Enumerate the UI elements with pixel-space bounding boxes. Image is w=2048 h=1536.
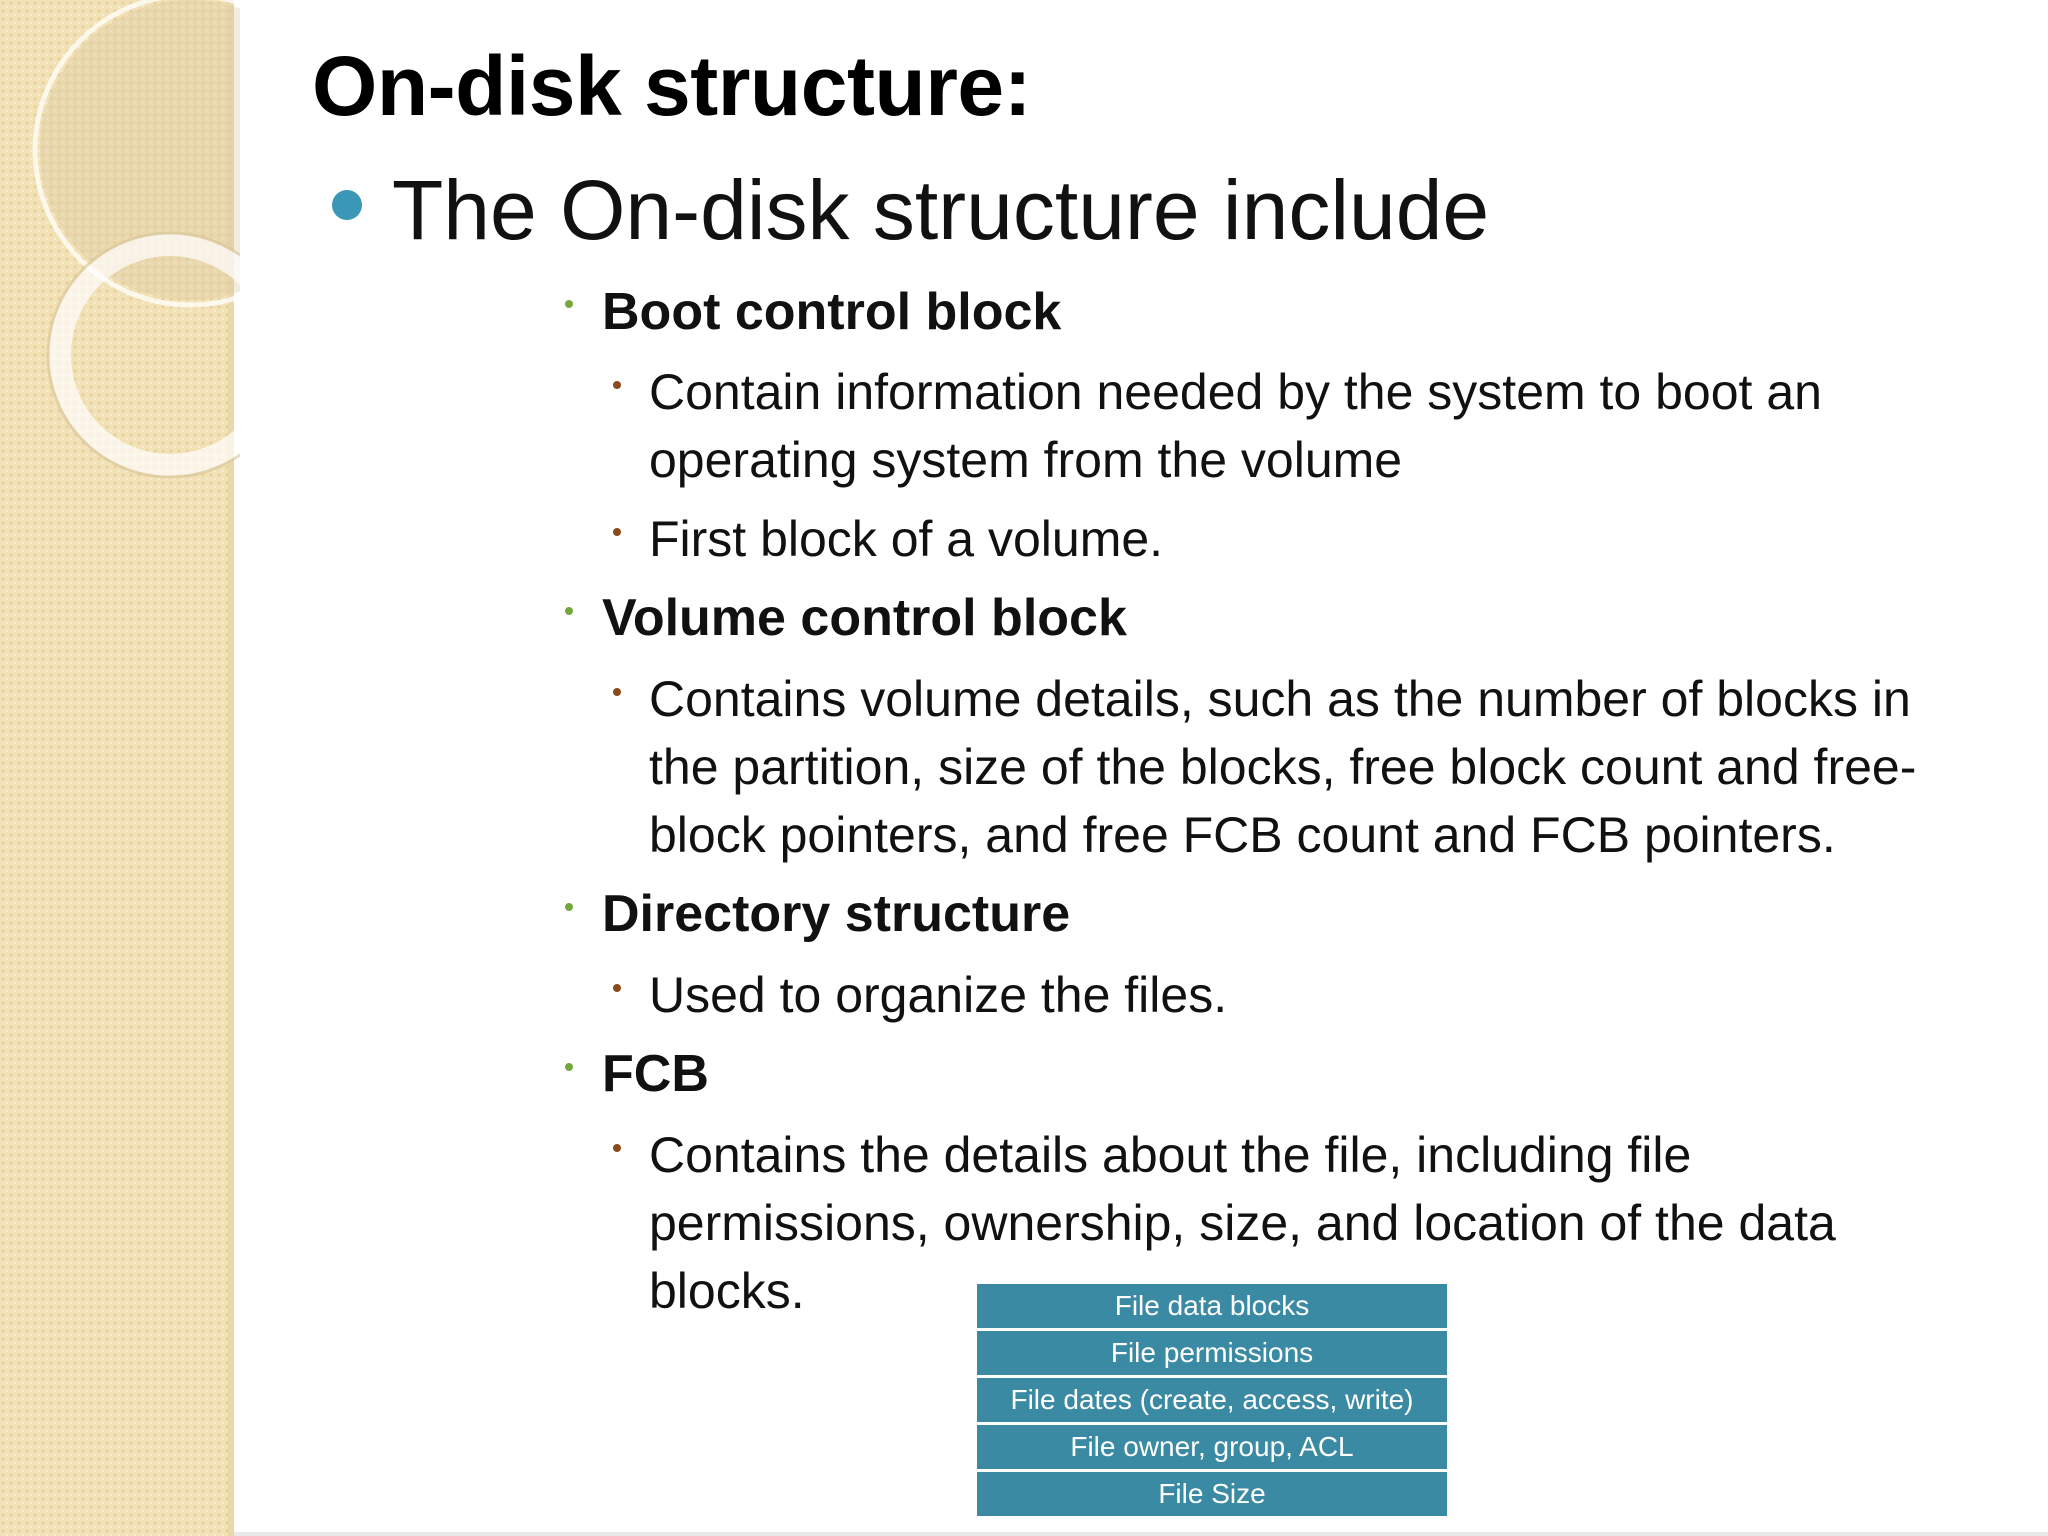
level1-bullet-icon bbox=[332, 190, 362, 220]
section-heading-boot: Boot control block bbox=[602, 283, 1062, 341]
bullet-icon bbox=[613, 688, 621, 696]
bullet-icon bbox=[565, 607, 573, 615]
slide-title: On-disk structure: bbox=[312, 39, 1032, 133]
decorative-rings bbox=[0, 0, 240, 520]
table-row bbox=[976, 1424, 1449, 1471]
bullet-icon bbox=[565, 903, 573, 911]
section-heading-directory: Directory structure bbox=[602, 885, 1071, 943]
fcb-table bbox=[974, 1281, 1450, 1519]
fcb-table-cell: File dates (create, access, write) bbox=[976, 1377, 1449, 1424]
boot-point-2: First block of a volume. bbox=[649, 511, 1164, 567]
fcb-table-cell: File owner, group, ACL bbox=[976, 1424, 1449, 1471]
bullet-icon bbox=[613, 1144, 621, 1152]
intro-text: The On-disk structure include bbox=[392, 163, 1490, 257]
fcb-table-cell: File permissions bbox=[976, 1330, 1449, 1377]
volume-point-line-1: Contains volume details, such as the number of blocks in bbox=[649, 671, 1911, 727]
section-heading-fcb: FCB bbox=[602, 1045, 709, 1103]
volume-point-line-3: block pointers, and free FCB count and FCB pointers. bbox=[649, 807, 1836, 863]
fcb-table-cell: File Size bbox=[976, 1471, 1449, 1518]
directory-point: Used to organize the files. bbox=[649, 967, 1228, 1023]
table-row bbox=[976, 1471, 1449, 1518]
bullet-icon bbox=[613, 984, 621, 992]
table-row bbox=[976, 1283, 1449, 1330]
bullet-icon bbox=[565, 1063, 573, 1071]
bullet-icon bbox=[613, 528, 621, 536]
bullet-icon bbox=[565, 300, 573, 308]
fcb-point-line-3: blocks. bbox=[649, 1263, 805, 1319]
section-heading-volume: Volume control block bbox=[602, 589, 1127, 647]
boot-point-1-line-1: Contain information needed by the system to boot an bbox=[649, 364, 1822, 420]
boot-point-1-line-2: operating system from the volume bbox=[649, 432, 1403, 488]
fcb-table-cell: File data blocks bbox=[976, 1283, 1449, 1330]
fcb-point-line-1: Contains the details about the file, including file bbox=[649, 1127, 1692, 1183]
volume-point-line-2: the partition, size of the blocks, free block count and free- bbox=[649, 739, 1917, 795]
fcb-point-line-2: permissions, ownership, size, and location of the data bbox=[649, 1195, 1836, 1251]
bottom-divider bbox=[234, 1532, 2048, 1536]
table-row bbox=[976, 1377, 1449, 1424]
bullet-icon bbox=[613, 381, 621, 389]
table-row bbox=[976, 1330, 1449, 1377]
